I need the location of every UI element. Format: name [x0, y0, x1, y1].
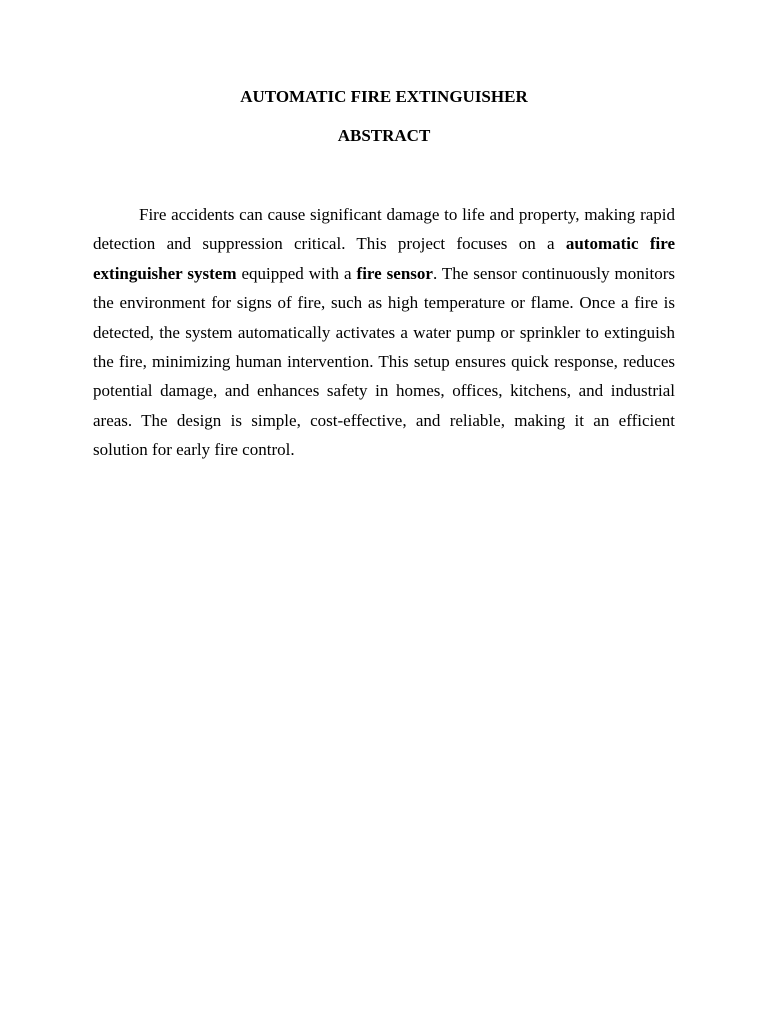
document-title: AUTOMATIC FIRE EXTINGUISHER — [240, 87, 528, 106]
paragraph-bold-segment: automatic fire extinguisher system — [93, 234, 675, 283]
abstract-heading: ABSTRACT — [337, 126, 431, 145]
paragraph-bold-segment: fire sensor — [356, 263, 433, 283]
abstract-paragraph — [93, 200, 675, 465]
paragraph-text-segment: . The sensor continuously monitors the environment for signs of fire, such as high temperature or flame. Once a fire is detected, the system automatically activates a water pump or sprinkler to extinguish the fire, minimizing human intervention. This setup ensures quick response, reduces potential damage, and enhances safety in homes, offices, kitchens, and industrial areas. The design is simple, cost-effective, and reliable, making it an efficient solution for early fire control. — [93, 263, 675, 460]
paragraph-text-segment: equipped with a — [236, 263, 357, 283]
paragraph-text-segment: Fire accidents can cause significant damage to life and property, making rapid detection and suppression critical. This project focuses on a — [93, 205, 675, 254]
